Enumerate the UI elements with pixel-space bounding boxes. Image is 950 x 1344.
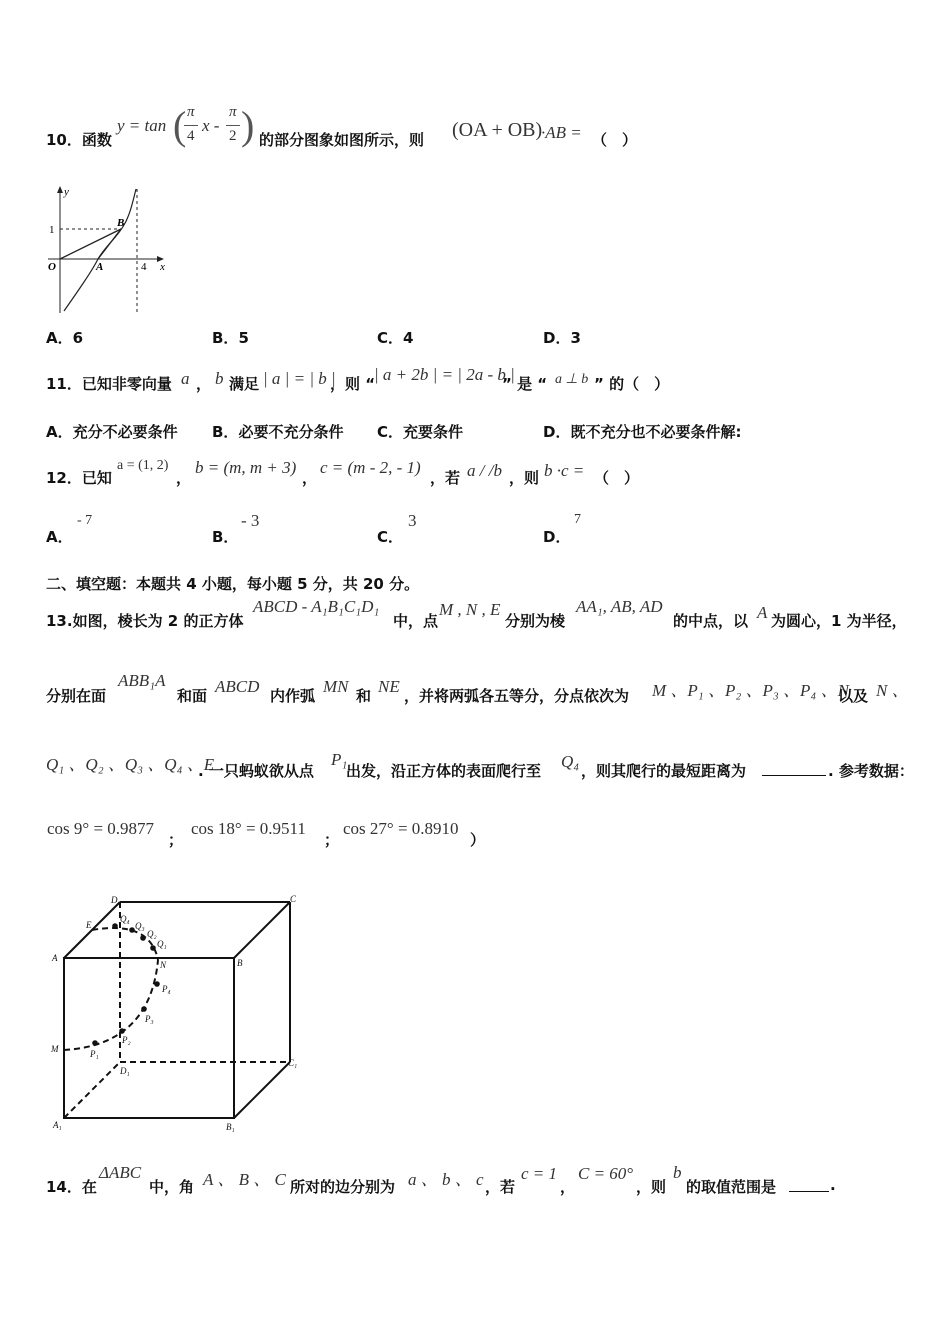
q10-mid: 的部分图象如图所示，则 [259, 131, 425, 149]
q13-line1-a: 13.如图，棱长为 2 的正方体 [46, 612, 244, 630]
q11-option-C[interactable]: C．充要条件 [377, 423, 464, 441]
q10-lparen: ( [173, 103, 187, 148]
q12-option-A-value[interactable]: - 7 [77, 513, 93, 528]
cube-arc-MN [64, 960, 158, 1050]
cube-label-P1: P₁ [90, 1049, 99, 1059]
q13-seq2: Q₁ 、Q₂ 、Q₃ 、Q₄ 、E [46, 755, 215, 774]
q14-text4: ，若 [485, 1178, 516, 1196]
q13-arc1: MN [323, 677, 349, 696]
q10-origin-label: O [48, 261, 56, 273]
q13-line2-f: 以及 [838, 687, 869, 705]
q11-text2: 满足 [229, 375, 260, 393]
q13-line1-b: 中，点 [393, 612, 439, 630]
q12-text2: ，若 [430, 469, 461, 487]
q13-line2-a: 分别在面 [46, 687, 107, 705]
q12-vec-a: a = (1, 2) [117, 458, 169, 473]
q14-sides: a 、 b 、 c [408, 1170, 484, 1189]
q11-text3: ，则 “ [330, 375, 376, 393]
section2-heading: 二、填空题：本题共 4 小题，每小题 5 分，共 20 分。 [46, 575, 420, 593]
q14-text5: ，则 [636, 1178, 667, 1196]
q12-option-B-label[interactable]: B． [212, 528, 239, 546]
q10-paren: （ ） [592, 131, 638, 149]
q10-line [46, 129, 112, 150]
q13-line3-a: . 一只蚂蚁欲从点 [198, 762, 314, 780]
q10-segment-AB [98, 229, 121, 259]
q10-point-B: B [117, 217, 125, 229]
q12-number-text: 12．已知 [46, 469, 112, 487]
q14-text2: 中，角 [149, 1178, 195, 1196]
q13-seq1-end: N 、 [876, 681, 909, 700]
q12-paren: （ ） [594, 469, 640, 487]
q13-start-pt: P₁ [331, 750, 348, 769]
q12-option-A-label[interactable]: A． [46, 528, 73, 546]
q10-frac1-bar [184, 125, 198, 126]
q13-line3-d: . 参考数据： [828, 762, 914, 780]
q10-y-arrow [57, 186, 63, 193]
q11-option-D[interactable]: D．既不充分也不必要条件解: [543, 423, 742, 441]
q10-option-C[interactable]: C．4 [377, 329, 414, 347]
cube-label-P4: P₄ [162, 984, 171, 994]
q10-tick-1: 1 [49, 224, 55, 236]
q12-option-C-label[interactable]: C． [377, 528, 404, 546]
q14-sep: ， [560, 1178, 576, 1196]
q13-pts: M , N , E [439, 600, 501, 619]
q10-frac2-num: π [229, 104, 237, 120]
q12-cond: a / /b [467, 461, 502, 480]
q14-text3: 所对的边分别为 [290, 1178, 396, 1196]
q13-ref1: cos 9° = 0.9877 [47, 819, 155, 838]
q10-frac-x: x - [202, 116, 220, 135]
q11-text5: ” 的（ ） [594, 375, 670, 393]
q10-rparen: ) [241, 103, 255, 148]
q12-vec-b: b = (m, m + 3) [195, 458, 297, 477]
q13-ref-end: ） [470, 831, 486, 849]
q13-line1-c: 分别为棱 [505, 612, 566, 630]
q10-prefix: 函数 [81, 131, 112, 149]
cube-label-M: M [51, 1044, 59, 1054]
q12-option-B-value[interactable]: - 3 [241, 511, 260, 530]
cube-label-Q3: Q₃ [135, 921, 145, 931]
cube-label-A1: A₁ [53, 1120, 62, 1130]
q14-cond2: C = 60° [578, 1164, 634, 1183]
q10-frac2-den: 2 [229, 128, 237, 144]
q11-var-b: b [215, 369, 224, 388]
q11-option-B[interactable]: B．必要不充分条件 [212, 423, 344, 441]
q14-number-text: 14．在 [46, 1178, 97, 1196]
q13-face1: ABB₁A [118, 671, 166, 690]
q10-func-y: y = tan [117, 116, 167, 135]
q14-text6: 的取值范围是 [686, 1178, 777, 1196]
cube-point-Q1 [150, 945, 156, 951]
q13-line2-b: 和面 [177, 687, 208, 705]
q13-seq1: M 、P₁ 、P₂ 、P₃ 、P₄ 、N [652, 681, 849, 700]
q11-cond1: | a | = | b | [263, 369, 336, 388]
q10-graph [40, 183, 175, 318]
q10-y-label: y [64, 186, 69, 198]
q14-answer-blank[interactable] [789, 1191, 829, 1192]
cube-label-B1: B₁ [226, 1122, 235, 1132]
q12-expr: b ·c = [544, 461, 585, 480]
q14-end: . [830, 1176, 836, 1194]
q10-curve [64, 189, 136, 311]
q13-ref3: cos 27° = 0.8910 [343, 819, 459, 838]
q11-cond2: | a + 2b | = | 2a - b | [374, 365, 515, 384]
cube-label-Q4: Q₄ [120, 914, 130, 924]
q12-option-C-value[interactable]: 3 [408, 511, 417, 530]
cube-edge-B1C1 [234, 1062, 290, 1118]
q13-line1-e: 为圆心，1 为半径， [771, 612, 907, 630]
q12-sep1: ， [176, 469, 192, 487]
cube-point-Q3 [129, 927, 135, 933]
q11-option-A[interactable]: A．充分不必要条件 [46, 423, 178, 441]
cube-label-Q1: Q₁ [157, 939, 167, 949]
q13-ref2: cos 18° = 0.9511 [191, 819, 306, 838]
q11-sep1: ， [196, 375, 212, 393]
q10-x-label: x [160, 261, 165, 273]
q10-segment-OB [60, 229, 121, 259]
q12-sep2: ， [302, 469, 318, 487]
q10-point-A: A [96, 261, 104, 273]
cube-label-P2: P₂ [122, 1035, 131, 1045]
q12-option-D-value[interactable]: 7 [574, 512, 581, 527]
q14-tri: ΔABC [99, 1163, 142, 1182]
q11-text4: ” 是 “ [502, 375, 548, 393]
q13-ref-sep1: ； [168, 831, 184, 849]
q10-option-B[interactable]: B．5 [212, 329, 249, 347]
q13-line3-c: ，则其爬行的最短距离为 [581, 762, 747, 780]
q13-line3-b: 出发，沿正方体的表面爬行至 [346, 762, 542, 780]
q12-option-D-label[interactable]: D． [543, 528, 571, 546]
cube-label-N: N [160, 960, 167, 970]
cube-label-B: B [237, 958, 243, 968]
cube-label-C1: C₁ [288, 1058, 298, 1068]
q11-cond3: a ⊥ b [555, 372, 589, 387]
q10-vec-expr: (OA + OB) [452, 119, 543, 141]
cube-point-P2 [119, 1028, 125, 1034]
cube-point-P1 [92, 1040, 98, 1046]
q13-line2-d: 和 [356, 687, 372, 705]
q10-number: 10． [46, 131, 82, 149]
q13-line2-c: 内作弧 [270, 687, 316, 705]
cube-label-P3: P₃ [145, 1014, 154, 1024]
q10-tick-4: 4 [141, 261, 147, 273]
q14-cond1: c = 1 [521, 1164, 558, 1183]
cube-point-Q4 [112, 923, 118, 929]
q13-center: A [757, 603, 768, 622]
cube-label-E: E [86, 920, 92, 930]
q13-answer-blank[interactable] [762, 775, 826, 776]
cube-front-face [64, 958, 234, 1118]
q10-frac1-num: π [187, 104, 195, 120]
q11-number-text: 11．已知非零向量 [46, 375, 172, 393]
q11-var-a: a [181, 369, 190, 388]
q12-vec-c: c = (m - 2, - 1) [320, 458, 421, 477]
cube-edge-BC [234, 902, 290, 958]
q13-cube-figure [40, 890, 310, 1140]
q12-text3: ，则 [509, 469, 540, 487]
q13-cube: ABCD - A₁B₁C₁D₁ [253, 597, 380, 616]
cube-label-D1: D₁ [120, 1066, 130, 1076]
cube-edge-A1D1 [64, 1062, 120, 1118]
cube-label-Q2: Q₂ [147, 929, 157, 939]
q10-vec-tail: ·AB = [541, 123, 582, 142]
cube-point-P4 [154, 981, 160, 987]
q14-angles: A 、 B 、 C [203, 1170, 286, 1189]
q13-ref-sep2: ； [324, 831, 340, 849]
q10-option-A[interactable]: A．6 [46, 329, 84, 347]
q13-face2: ABCD [215, 677, 260, 696]
cube-label-C: C [290, 894, 297, 904]
cube-point-Q2 [140, 935, 146, 941]
q13-line1-d: 的中点，以 [673, 612, 749, 630]
q13-edges: AA₁, AB, AD [576, 597, 663, 616]
cube-point-P3 [141, 1006, 147, 1012]
q13-arc2: NE [378, 677, 400, 696]
q10-option-D[interactable]: D．3 [543, 329, 581, 347]
cube-label-D: D [111, 895, 118, 905]
q13-line2-e: ，并将两弧各五等分，分点依次为 [404, 687, 630, 705]
q10-frac1-den: 4 [187, 128, 195, 144]
q14-var-b: b [673, 1163, 682, 1182]
cube-label-A: A [52, 953, 58, 963]
q13-end-pt: Q₄ [561, 752, 580, 771]
q10-frac2-bar [226, 125, 240, 126]
